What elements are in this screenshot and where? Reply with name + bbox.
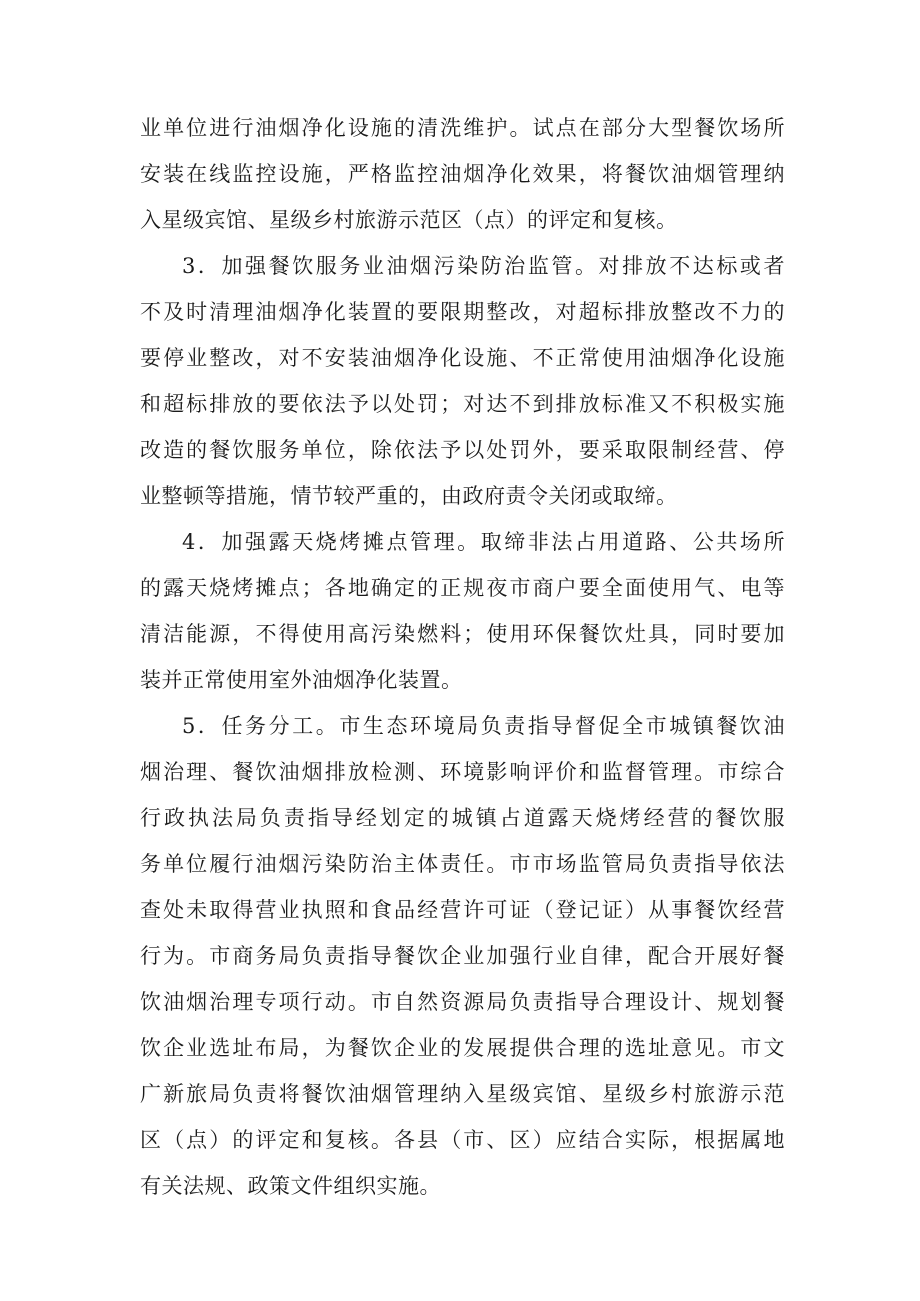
text-line: 饮企业选址布局，为餐饮企业的发展提供合理的选址意见。市文	[140, 1036, 785, 1060]
paragraph-4-first-line: 4．加强露天烧烤摊点管理。取缔非法占用道路、公共场所	[182, 530, 785, 554]
document-body	[140, 105, 785, 1209]
paragraph-3-first-line: 3．加强餐饮服务业油烟污染防治监管。对排放不达标或者	[182, 254, 785, 278]
text-line: 行为。市商务局负责指导餐饮企业加强行业自律，配合开展好餐	[140, 944, 785, 968]
text-line: 要停业整改，对不安装油烟净化设施、不正常使用油烟净化设施	[140, 346, 785, 370]
text-line: 行政执法局负责指导经划定的城镇占道露天烧烤经营的餐饮服	[140, 806, 785, 830]
text-line: 业单位进行油烟净化设施的清洗维护。试点在部分大型餐饮场所	[140, 116, 785, 140]
text-line: 查处未取得营业执照和食品经营许可证（登记证）从事餐饮经营	[140, 898, 785, 922]
text-line: 和超标排放的要依法予以处罚；对达不到排放标准又不积极实施	[140, 392, 785, 416]
text-line: 入星级宾馆、星级乡村旅游示范区（点）的评定和复核。	[140, 208, 678, 232]
text-line: 装并正常使用室外油烟净化装置。	[140, 668, 463, 692]
text-line: 区（点）的评定和复核。各县（市、区）应结合实际，根据属地	[140, 1128, 785, 1152]
text-line: 有关法规、政策文件组织实施。	[140, 1174, 441, 1198]
text-line: 清洁能源，不得使用高污染燃料；使用环保餐饮灶具，同时要加	[140, 622, 785, 646]
text-line: 安装在线监控设施，严格监控油烟净化效果，将餐饮油烟管理纳	[140, 162, 785, 186]
text-line: 的露天烧烤摊点；各地确定的正规夜市商户要全面使用气、电等	[140, 576, 785, 600]
text-line: 改造的餐饮服务单位，除依法予以处罚外，要采取限制经营、停	[140, 438, 785, 462]
text-line: 业整顿等措施，情节较严重的，由政府责令关闭或取缔。	[140, 484, 678, 508]
paragraph-5-first-line: 5．任务分工。市生态环境局负责指导督促全市城镇餐饮油	[182, 714, 785, 738]
text-line: 烟治理、餐饮油烟排放检测、环境影响评价和监督管理。市综合	[140, 760, 785, 784]
text-line: 饮油烟治理专项行动。市自然资源局负责指导合理设计、规划餐	[140, 990, 785, 1014]
text-line: 广新旅局负责将餐饮油烟管理纳入星级宾馆、星级乡村旅游示范	[140, 1082, 785, 1106]
text-line: 不及时清理油烟净化装置的要限期整改，对超标排放整改不力的	[140, 300, 785, 324]
text-line: 务单位履行油烟污染防治主体责任。市市场监管局负责指导依法	[140, 852, 785, 876]
